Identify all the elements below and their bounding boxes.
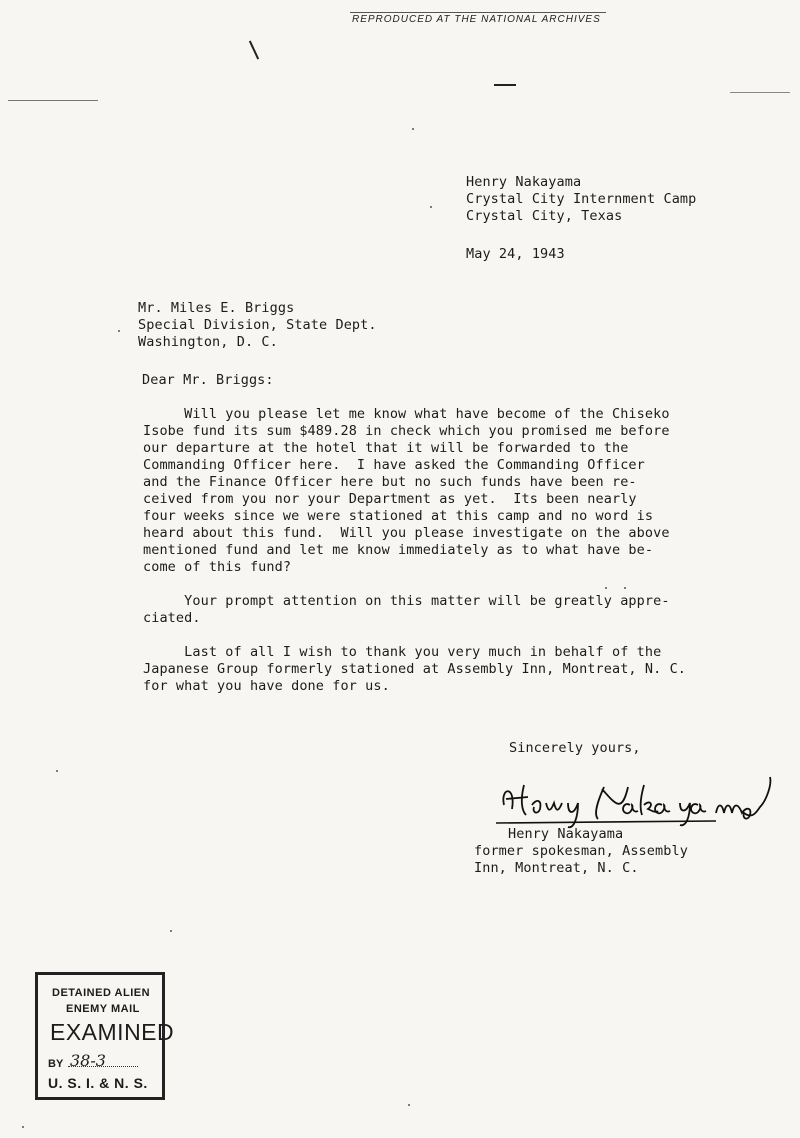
- scan-mark: [249, 41, 259, 60]
- body-line: and the Finance Officer here but no such funds have been re-: [143, 474, 637, 490]
- signer-title: Inn, Montreat, N. C.: [474, 860, 639, 876]
- letter-body: [143, 406, 743, 712]
- body-line: for what you have done for us.: [143, 678, 390, 694]
- header-rule: [350, 12, 606, 13]
- body-line: Will you please let me know what have become of the Chiseko: [143, 406, 670, 422]
- body-line: our departure at the hotel that it will be forwarded to the: [143, 440, 629, 456]
- archive-header: REPRODUCED AT THE NATIONAL ARCHIVES: [352, 14, 601, 25]
- paragraph: [143, 644, 743, 695]
- stamp-agency: U. S. I. & N. S.: [48, 1075, 148, 1091]
- recipient-line: Washington, D. C.: [138, 334, 278, 350]
- recipient-line: Special Division, State Dept.: [138, 317, 377, 333]
- stamp-examined: EXAMINED: [50, 1019, 175, 1045]
- sender-name: Henry Nakayama: [466, 174, 582, 190]
- signer-name: Henry Nakayama: [508, 826, 624, 842]
- recipient-address: [138, 300, 377, 351]
- scan-speck: [605, 587, 607, 589]
- paragraph: [143, 593, 743, 627]
- body-line: heard about this fund. Will you please investigate on the above: [143, 525, 670, 541]
- signer-block: [474, 826, 688, 877]
- paragraph: [143, 406, 743, 576]
- salutation: Dear Mr. Briggs:: [142, 372, 274, 388]
- censor-stamp: [35, 972, 175, 1100]
- scan-speck: [412, 128, 414, 130]
- body-line: Japanese Group formerly stationed at Assembly Inn, Montreat, N. C.: [143, 661, 687, 677]
- stamp-line: DETAINED ALIEN: [52, 987, 151, 999]
- sender-line: Crystal City Internment Camp: [466, 191, 697, 207]
- scan-mark: [494, 84, 516, 86]
- scan-speck: [408, 1104, 410, 1106]
- body-line: Isobe fund its sum $489.28 in check which you promised me before: [143, 423, 670, 439]
- body-line: four weeks since we were stationed at this camp and no word is: [143, 508, 654, 524]
- body-line: ciated.: [143, 610, 201, 626]
- body-line: come of this fund?: [143, 559, 292, 575]
- signer-title: former spokesman, Assembly: [474, 843, 688, 859]
- scan-speck: [118, 330, 120, 332]
- scan-speck: [22, 1126, 24, 1128]
- stamp-line: ENEMY MAIL: [66, 1003, 140, 1015]
- body-line: Your prompt attention on this matter will be greatly appre-: [143, 593, 670, 609]
- stamp-by-label: BY: [48, 1058, 64, 1070]
- scan-speck: [624, 587, 626, 589]
- scan-mark: [8, 100, 98, 101]
- body-line: mentioned fund and let me know immediately as to what have be-: [143, 542, 654, 558]
- sender-line: Crystal City, Texas: [466, 208, 623, 224]
- stamp-by-value: 38-3: [70, 1051, 106, 1070]
- scan-speck: [170, 930, 172, 932]
- body-line: Last of all I wish to thank you very much in behalf of the: [143, 644, 662, 660]
- recipient-line: Mr. Miles E. Briggs: [138, 300, 295, 316]
- stamp-dotted-rule: [68, 1066, 138, 1067]
- scan-speck: [56, 770, 58, 772]
- sender-address: [466, 174, 696, 225]
- scan-mark: [730, 92, 790, 93]
- scan-speck: [430, 206, 432, 208]
- closing: Sincerely yours,: [509, 740, 641, 756]
- letter-date: May 24, 1943: [466, 246, 565, 262]
- body-line: ceived from you nor your Department as yet. Its been nearly: [143, 491, 637, 507]
- body-line: Commanding Officer here. I have asked the Commanding Officer: [143, 457, 645, 473]
